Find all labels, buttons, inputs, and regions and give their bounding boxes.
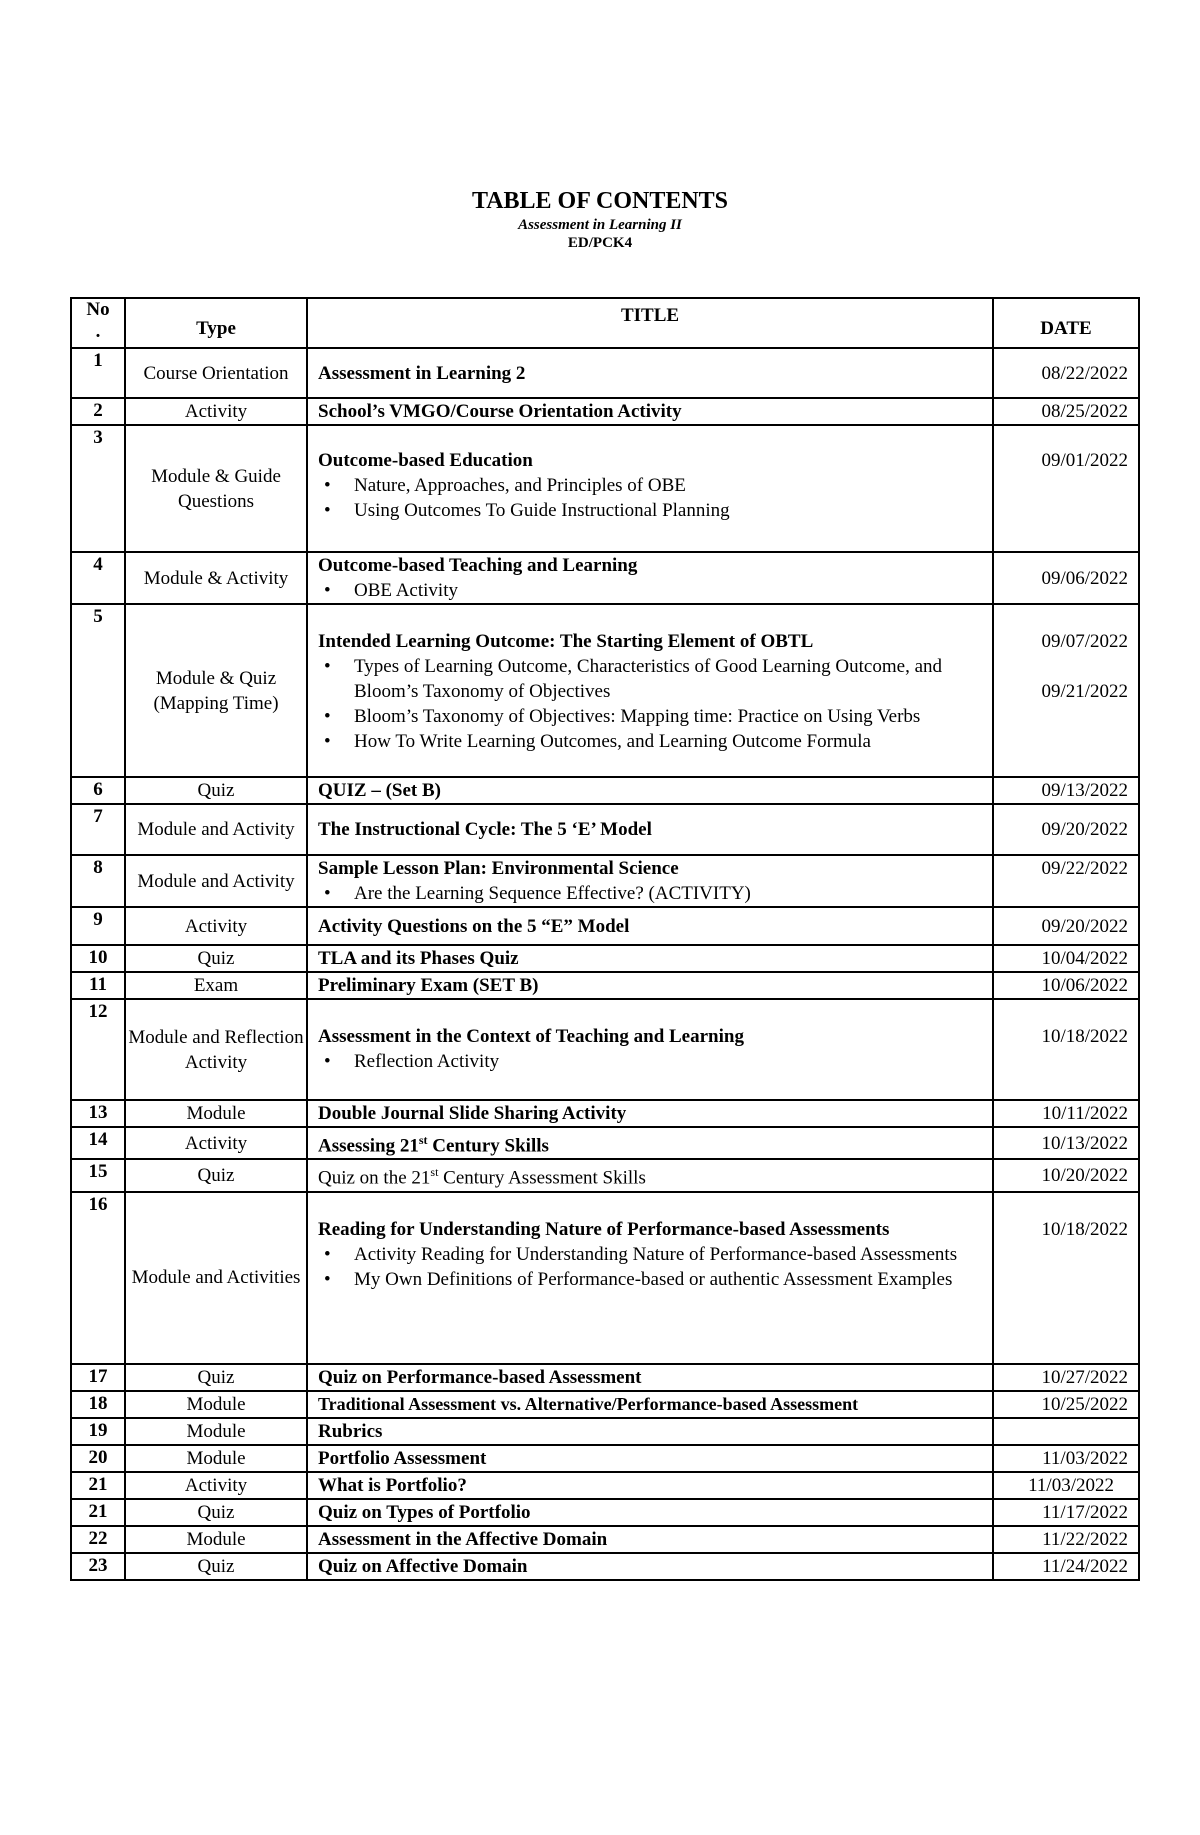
row-title: TLA and its Phases Quiz — [307, 945, 993, 972]
row-number: 10 — [71, 945, 125, 972]
row-date: 11/03/2022 — [993, 1445, 1139, 1472]
row-type: Module & Quiz (Mapping Time) — [125, 604, 307, 777]
table-header-row — [71, 298, 1139, 348]
table-row — [71, 1526, 1139, 1553]
table-row — [71, 1100, 1139, 1127]
list-item: • How To Write Learning Outcomes, and Learning Outcome Formula — [354, 729, 992, 754]
row-type: Module and Reflection Activity — [125, 999, 307, 1100]
list-item: • Bloom’s Taxonomy of Objectives: Mapping time: Practice on Using Verbs — [354, 704, 992, 729]
row-title: Quiz on Performance-based Assessment — [307, 1364, 993, 1391]
row-title: Activity Questions on the 5 “E” Model — [307, 907, 993, 945]
row-type: Activity — [125, 398, 307, 425]
table-row — [71, 348, 1139, 398]
row-date: 10/18/2022 — [1041, 1026, 1128, 1047]
row-date: 10/25/2022 — [993, 1391, 1139, 1418]
row-type: Quiz — [125, 1364, 307, 1391]
col-no-label: No — [86, 299, 110, 320]
row-title-part: Century Skills — [427, 1135, 549, 1157]
row-date-cell — [993, 999, 1139, 1100]
row-title: Outcome-based Teaching and Learning — [318, 555, 638, 576]
table-row — [71, 999, 1139, 1100]
col-no-header — [71, 298, 125, 348]
table-row — [71, 1159, 1139, 1191]
row-type: Module — [125, 1445, 307, 1472]
list-item: • Types of Learning Outcome, Characteristics of Good Learning Outcome, and Bloom’s Taxonomy of Objectives — [354, 654, 992, 704]
row-title-cell — [307, 552, 993, 604]
row-title: Assessment in Learning 2 — [307, 348, 993, 398]
row-title: Assessment in the Context of Teaching and Learning — [318, 1026, 744, 1047]
row-title: Assessment in the Affective Domain — [307, 1526, 993, 1553]
row-number: 15 — [71, 1159, 125, 1191]
row-number: 14 — [71, 1127, 125, 1159]
row-number: 5 — [71, 604, 125, 777]
row-type: Activity — [125, 1127, 307, 1159]
row-title-cell — [307, 1192, 993, 1364]
table-row — [71, 777, 1139, 804]
row-date: 08/25/2022 — [993, 398, 1139, 425]
col-date-header: DATE — [993, 298, 1139, 348]
row-title: Double Journal Slide Sharing Activity — [307, 1100, 993, 1127]
row-number: 18 — [71, 1391, 125, 1418]
row-number: 16 — [71, 1192, 125, 1364]
row-type: Quiz — [125, 945, 307, 972]
row-number: 22 — [71, 1526, 125, 1553]
list-item: • Activity Reading for Understanding Nature of Performance-based Assessments — [354, 1242, 992, 1267]
row-date: 10/18/2022 — [1041, 1218, 1128, 1240]
row-title: Intended Learning Outcome: The Starting Element of OBTL — [318, 631, 814, 652]
row-title: Traditional Assessment vs. Alternative/Performance-based Assessment — [307, 1391, 993, 1418]
course-subtitle: Assessment in Learning II — [518, 217, 682, 233]
row-date: 09/06/2022 — [993, 552, 1139, 604]
table-row — [71, 398, 1139, 425]
row-type: Module & Guide Questions — [125, 425, 307, 552]
table-row — [71, 1127, 1139, 1159]
row-date: 10/20/2022 — [993, 1159, 1139, 1191]
table-row — [71, 1364, 1139, 1391]
list-item: • Using Outcomes To Guide Instructional Planning — [354, 498, 992, 523]
row-date: 08/22/2022 — [993, 348, 1139, 398]
row-bullets — [318, 1049, 992, 1074]
table-row — [71, 1192, 1139, 1364]
list-item: • OBE Activity — [354, 578, 992, 603]
row-bullets — [318, 1242, 992, 1292]
row-date: 10/13/2022 — [993, 1127, 1139, 1159]
row-title-cell — [307, 855, 993, 907]
row-date-second: 09/21/2022 — [1041, 681, 1128, 702]
col-title-header: TITLE — [307, 298, 993, 348]
list-item: • Nature, Approaches, and Principles of OBE — [354, 473, 992, 498]
row-type: Quiz — [125, 1159, 307, 1191]
row-type: Activity — [125, 1472, 307, 1499]
row-number: 9 — [71, 907, 125, 945]
row-number: 11 — [71, 972, 125, 999]
row-type: Module — [125, 1391, 307, 1418]
row-title: Sample Lesson Plan: Environmental Science — [318, 858, 679, 879]
row-title — [307, 1127, 993, 1159]
row-title-superscript: st — [430, 1165, 439, 1180]
row-title — [307, 1159, 993, 1191]
row-title: Reading for Understanding Nature of Performance-based Assessments — [318, 1218, 890, 1240]
row-title: Preliminary Exam (SET B) — [307, 972, 993, 999]
row-type: Module and Activity — [125, 804, 307, 855]
row-number: 1 — [71, 348, 125, 398]
row-date-cell — [993, 1192, 1139, 1364]
list-item: • Reflection Activity — [354, 1049, 992, 1074]
row-date: 09/20/2022 — [993, 804, 1139, 855]
row-type: Quiz — [125, 777, 307, 804]
row-number: 6 — [71, 777, 125, 804]
row-date: 09/13/2022 — [993, 777, 1139, 804]
row-number: 20 — [71, 1445, 125, 1472]
col-no-label-dot: . — [95, 321, 101, 342]
row-title: What is Portfolio? — [307, 1472, 993, 1499]
row-date: 10/11/2022 — [993, 1100, 1139, 1127]
row-number: 21 — [71, 1472, 125, 1499]
row-bullets — [318, 473, 992, 523]
row-date: 09/07/2022 — [1041, 631, 1128, 652]
row-type: Activity — [125, 907, 307, 945]
row-type: Module — [125, 1526, 307, 1553]
row-title: QUIZ – (Set B) — [307, 777, 993, 804]
row-date: 11/24/2022 — [993, 1553, 1139, 1580]
row-type: Module and Activity — [125, 855, 307, 907]
row-bullets — [318, 881, 992, 906]
row-number: 21 — [71, 1499, 125, 1526]
col-type-header: Type — [125, 298, 307, 348]
row-title: School’s VMGO/Course Orientation Activity — [307, 398, 993, 425]
table-row — [71, 1418, 1139, 1445]
row-date: 09/01/2022 — [1041, 450, 1128, 471]
row-type: Module & Activity — [125, 552, 307, 604]
contents-table — [70, 297, 1140, 1581]
row-title: The Instructional Cycle: The 5 ‘E’ Model — [307, 804, 993, 855]
row-number: 13 — [71, 1100, 125, 1127]
row-title-cell — [307, 999, 993, 1100]
row-number: 2 — [71, 398, 125, 425]
row-title-part: Quiz on the 21 — [318, 1167, 431, 1189]
row-date: 10/27/2022 — [993, 1364, 1139, 1391]
row-date: 11/17/2022 — [993, 1499, 1139, 1526]
table-row — [71, 945, 1139, 972]
list-item: • My Own Definitions of Performance-based or authentic Assessment Examples — [354, 1267, 992, 1292]
row-number: 7 — [71, 804, 125, 855]
table-row — [71, 972, 1139, 999]
row-date: 11/03/2022 — [993, 1472, 1139, 1499]
table-row — [71, 1553, 1139, 1580]
row-number: 4 — [71, 552, 125, 604]
row-number: 12 — [71, 999, 125, 1100]
row-title: Portfolio Assessment — [307, 1445, 993, 1472]
row-type: Course Orientation — [125, 348, 307, 398]
table-row — [71, 1391, 1139, 1418]
row-number: 23 — [71, 1553, 125, 1580]
row-title-superscript: st — [418, 1133, 428, 1147]
row-number: 8 — [71, 855, 125, 907]
row-title-part: Assessing 21 — [318, 1135, 419, 1157]
row-bullets — [318, 578, 992, 603]
row-title: Quiz on Affective Domain — [307, 1553, 993, 1580]
row-title: Quiz on Types of Portfolio — [307, 1499, 993, 1526]
row-title-part: Century Assessment Skills — [438, 1167, 646, 1189]
course-code: ED/PCK4 — [567, 235, 633, 251]
row-date: 11/22/2022 — [993, 1526, 1139, 1553]
page-title: TABLE OF CONTENTS — [471, 188, 729, 214]
row-title: Outcome-based Education — [318, 450, 533, 471]
row-type: Quiz — [125, 1499, 307, 1526]
row-date — [993, 1418, 1139, 1445]
row-date-cell — [993, 604, 1139, 777]
table-row — [71, 855, 1139, 907]
row-number: 17 — [71, 1364, 125, 1391]
row-type: Module — [125, 1418, 307, 1445]
row-type: Exam — [125, 972, 307, 999]
row-type: Module and Activities — [125, 1192, 307, 1364]
table-row — [71, 1445, 1139, 1472]
list-item: • Are the Learning Sequence Effective? (ACTIVITY) — [354, 881, 992, 906]
row-title-cell — [307, 604, 993, 777]
row-type: Quiz — [125, 1553, 307, 1580]
row-type: Module — [125, 1100, 307, 1127]
row-date: 09/20/2022 — [993, 907, 1139, 945]
table-row — [71, 804, 1139, 855]
row-title: Rubrics — [307, 1418, 993, 1445]
row-title-cell — [307, 425, 993, 552]
row-date: 10/04/2022 — [993, 945, 1139, 972]
document-header — [0, 186, 1200, 252]
table-row — [71, 552, 1139, 604]
table-row — [71, 1499, 1139, 1526]
table-row — [71, 907, 1139, 945]
row-number: 19 — [71, 1418, 125, 1445]
row-bullets — [318, 654, 992, 754]
table-row — [71, 1472, 1139, 1499]
table-row — [71, 604, 1139, 777]
row-date-cell — [993, 425, 1139, 552]
row-date: 10/06/2022 — [993, 972, 1139, 999]
row-date: 09/22/2022 — [993, 855, 1139, 907]
table-row — [71, 425, 1139, 552]
row-number: 3 — [71, 425, 125, 552]
